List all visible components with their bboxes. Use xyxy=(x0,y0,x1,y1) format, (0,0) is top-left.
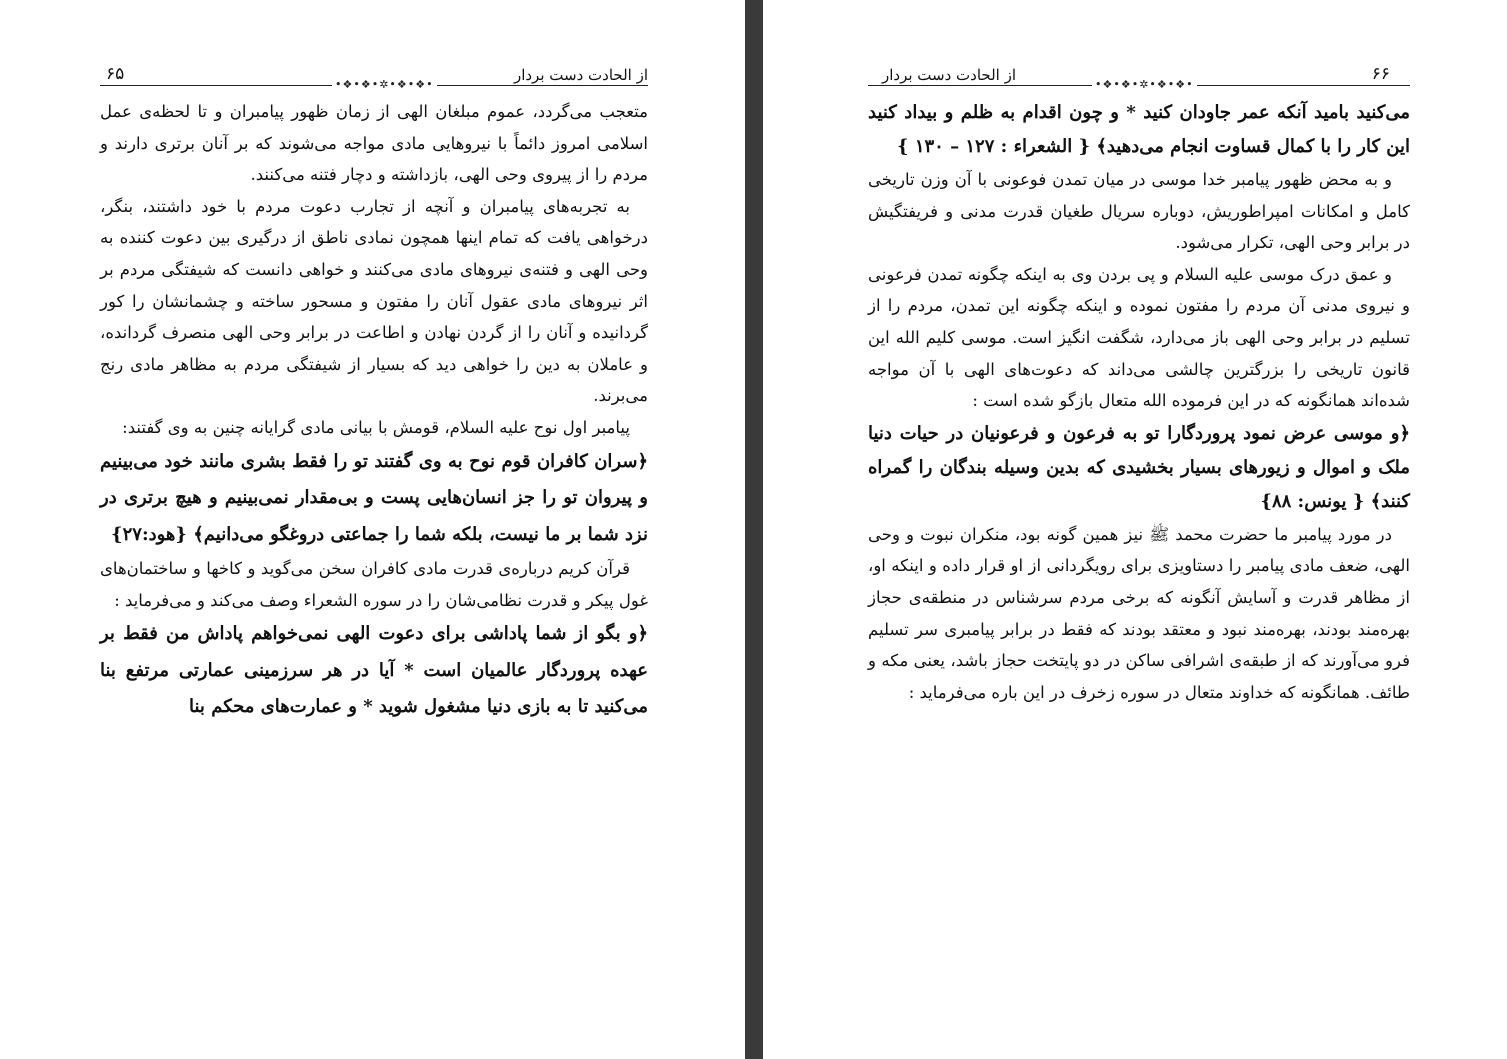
paragraph: پیامبر اول نوح علیه السلام، قومش با بیانی مادی گرایانه چنین به وی گفتند: xyxy=(122,417,630,437)
paragraph: و به محض ظهور پیامبر خدا موسی در میان تمدن فوعونی با آن وزن تاریخی کامل و امکانات امپراطوریش، دوباره سریال طغیان قدرت مدنی و فریفتگیش در برابر وحی الهی، تکرار می‌شود. xyxy=(868,170,1410,253)
running-header xyxy=(100,62,648,90)
running-title: از الحادت دست بردار xyxy=(882,66,1017,84)
paragraph: متعجب می‌گردد، عموم مبلغان الهی از زمان ظهور پیامبران و تا لحظه‌ی عمل اسلامی امروز دائماً با نیروهایی مادی مواجه می‌شوند که بر آنان برتری دارند و مردم را از پیروی وحی الهی، بازداشته و دچار فتنه می‌کنند. xyxy=(100,102,648,185)
right-page xyxy=(763,0,1507,1059)
left-page xyxy=(0,0,745,1059)
quran-verse: ﴿و بگو از شما پاداشی برای دعوت الهی نمی‌خواهم پاداش من فقط بر عهده پروردگار عالمیان است * آیا در هر سرزمینی عمارتی مرتفع بنا می‌کنید تا به بازی دنیا مشغول شوید * و عمارت‌های محکم بنا xyxy=(100,623,648,718)
header-ornament: •❖•❖•✲•❖•❖• xyxy=(1092,78,1197,91)
running-header xyxy=(868,62,1410,90)
paragraph: در مورد پیامبر ما حضرت محمد ﷺ نیز همین گونه بود، منکران نبوت و وحی الهی، ضعف مادی پیامبر را دستاویزی برای رویگردانی از او قرار داده و اینکه او، از مظاهر قدرت و آسایش آنگونه که برخی مردم سرشناس در منطقه‌ی حجاز بهره‌مند بودند، بهره‌مند نبود و معتقد بودند که فقط در برابر پیامبری سر تسلیم فرو می‌آورند که از طبقه‌ی اشرافی ساکن در دو پایتخت حجاز باشد، یعنی مکه و طائف. همانگونه که خداوند متعال در سوره زخرف در این باره می‌فرماید : xyxy=(868,524,1410,702)
quran-verse: ﴿سران کافران قوم نوح به وی گفتند تو را فقط بشری مانند خود می‌بینیم و پیروان تو را جز انسان‌هایی پست و بی‌مقدار نمی‌بینیم و هیچ برتری در نزد شما بر ما نیست، بلکه شما را جماعتی دروغگو می‌دانیم﴾ {هود:۲۷} xyxy=(100,450,648,545)
page-number: ۶۶ xyxy=(1371,64,1390,84)
running-title: از الحادت دست بردار xyxy=(513,66,648,84)
page-number: ۶۵ xyxy=(106,64,125,84)
page-body xyxy=(868,96,1410,708)
page-body xyxy=(100,96,648,726)
book-gutter xyxy=(745,0,763,1059)
paragraph: به تجربه‌های پیامبران و آنچه از تجارب دعوت مردم با خود داشتند، بنگر، درخواهی یافت که تمام اینها همچون نمادی ناطق از درگیری بین دعوت کننده به وحی الهی و فتنه‌ی نیروهای مادی می‌کنند و خواهی دانست که شیفتگی مردم بر اثر نیروهای مادی عقول آنان را مفتون و مسحور ساخته و چشمانشان را کور گردانیده و آنان را از گردن نهادن و اطاعت در برابر وحی الهی منصرف گردانده، و عاملان به دین را خواهی دید که بسیار از شیفتگی مردم به مظاهر مادی رنج می‌برند. xyxy=(100,196,648,406)
quran-verse: ﴿و موسی عرض نمود پروردگارا تو به فرعون و فرعونیان در حیات دنیا ملک و اموال و زیورهای بسیار بخشیدی که بدین وسیله بندگان را گمراه کنند﴾ { یونس: ۸۸} xyxy=(868,422,1410,512)
paragraph: قرآن کریم درباره‌ی قدرت مادی کافران سخن می‌گوید و کاخها و ساختمان‌های غول پیکر و قدرت نظامی‌شان را در سوره الشعراء وصف می‌کند و می‌فرماید : xyxy=(100,559,648,610)
header-ornament: •❖•❖•✲•❖•❖• xyxy=(332,78,437,91)
paragraph: و عمق درک موسی علیه السلام و پی بردن وی به اینکه چگونه تمدن فرعونی و نیروی مدنی آن مردم را مفتون نموده و اینکه چگونه این تمدن، مردم را از تسلیم در برابر وحی الهی باز می‌دارد، شگفت انگیز است. موسی کلیم الله این قانون تاریخی را بزرگترین چالشی می‌داند که دعوت‌های الهی با آن مواجه شده‌اند همانگونه که در این فرموده الله متعال بازگو شده است : xyxy=(868,264,1410,411)
quran-verse: می‌کنید بامید آنکه عمر جاودان کنید * و چون اقدام به ظلم و بیداد کنید این کار را با کمال قساوت انجام می‌دهید﴾ { الشعراء : ۱۲۷ – ۱۳۰ } xyxy=(868,102,1410,157)
